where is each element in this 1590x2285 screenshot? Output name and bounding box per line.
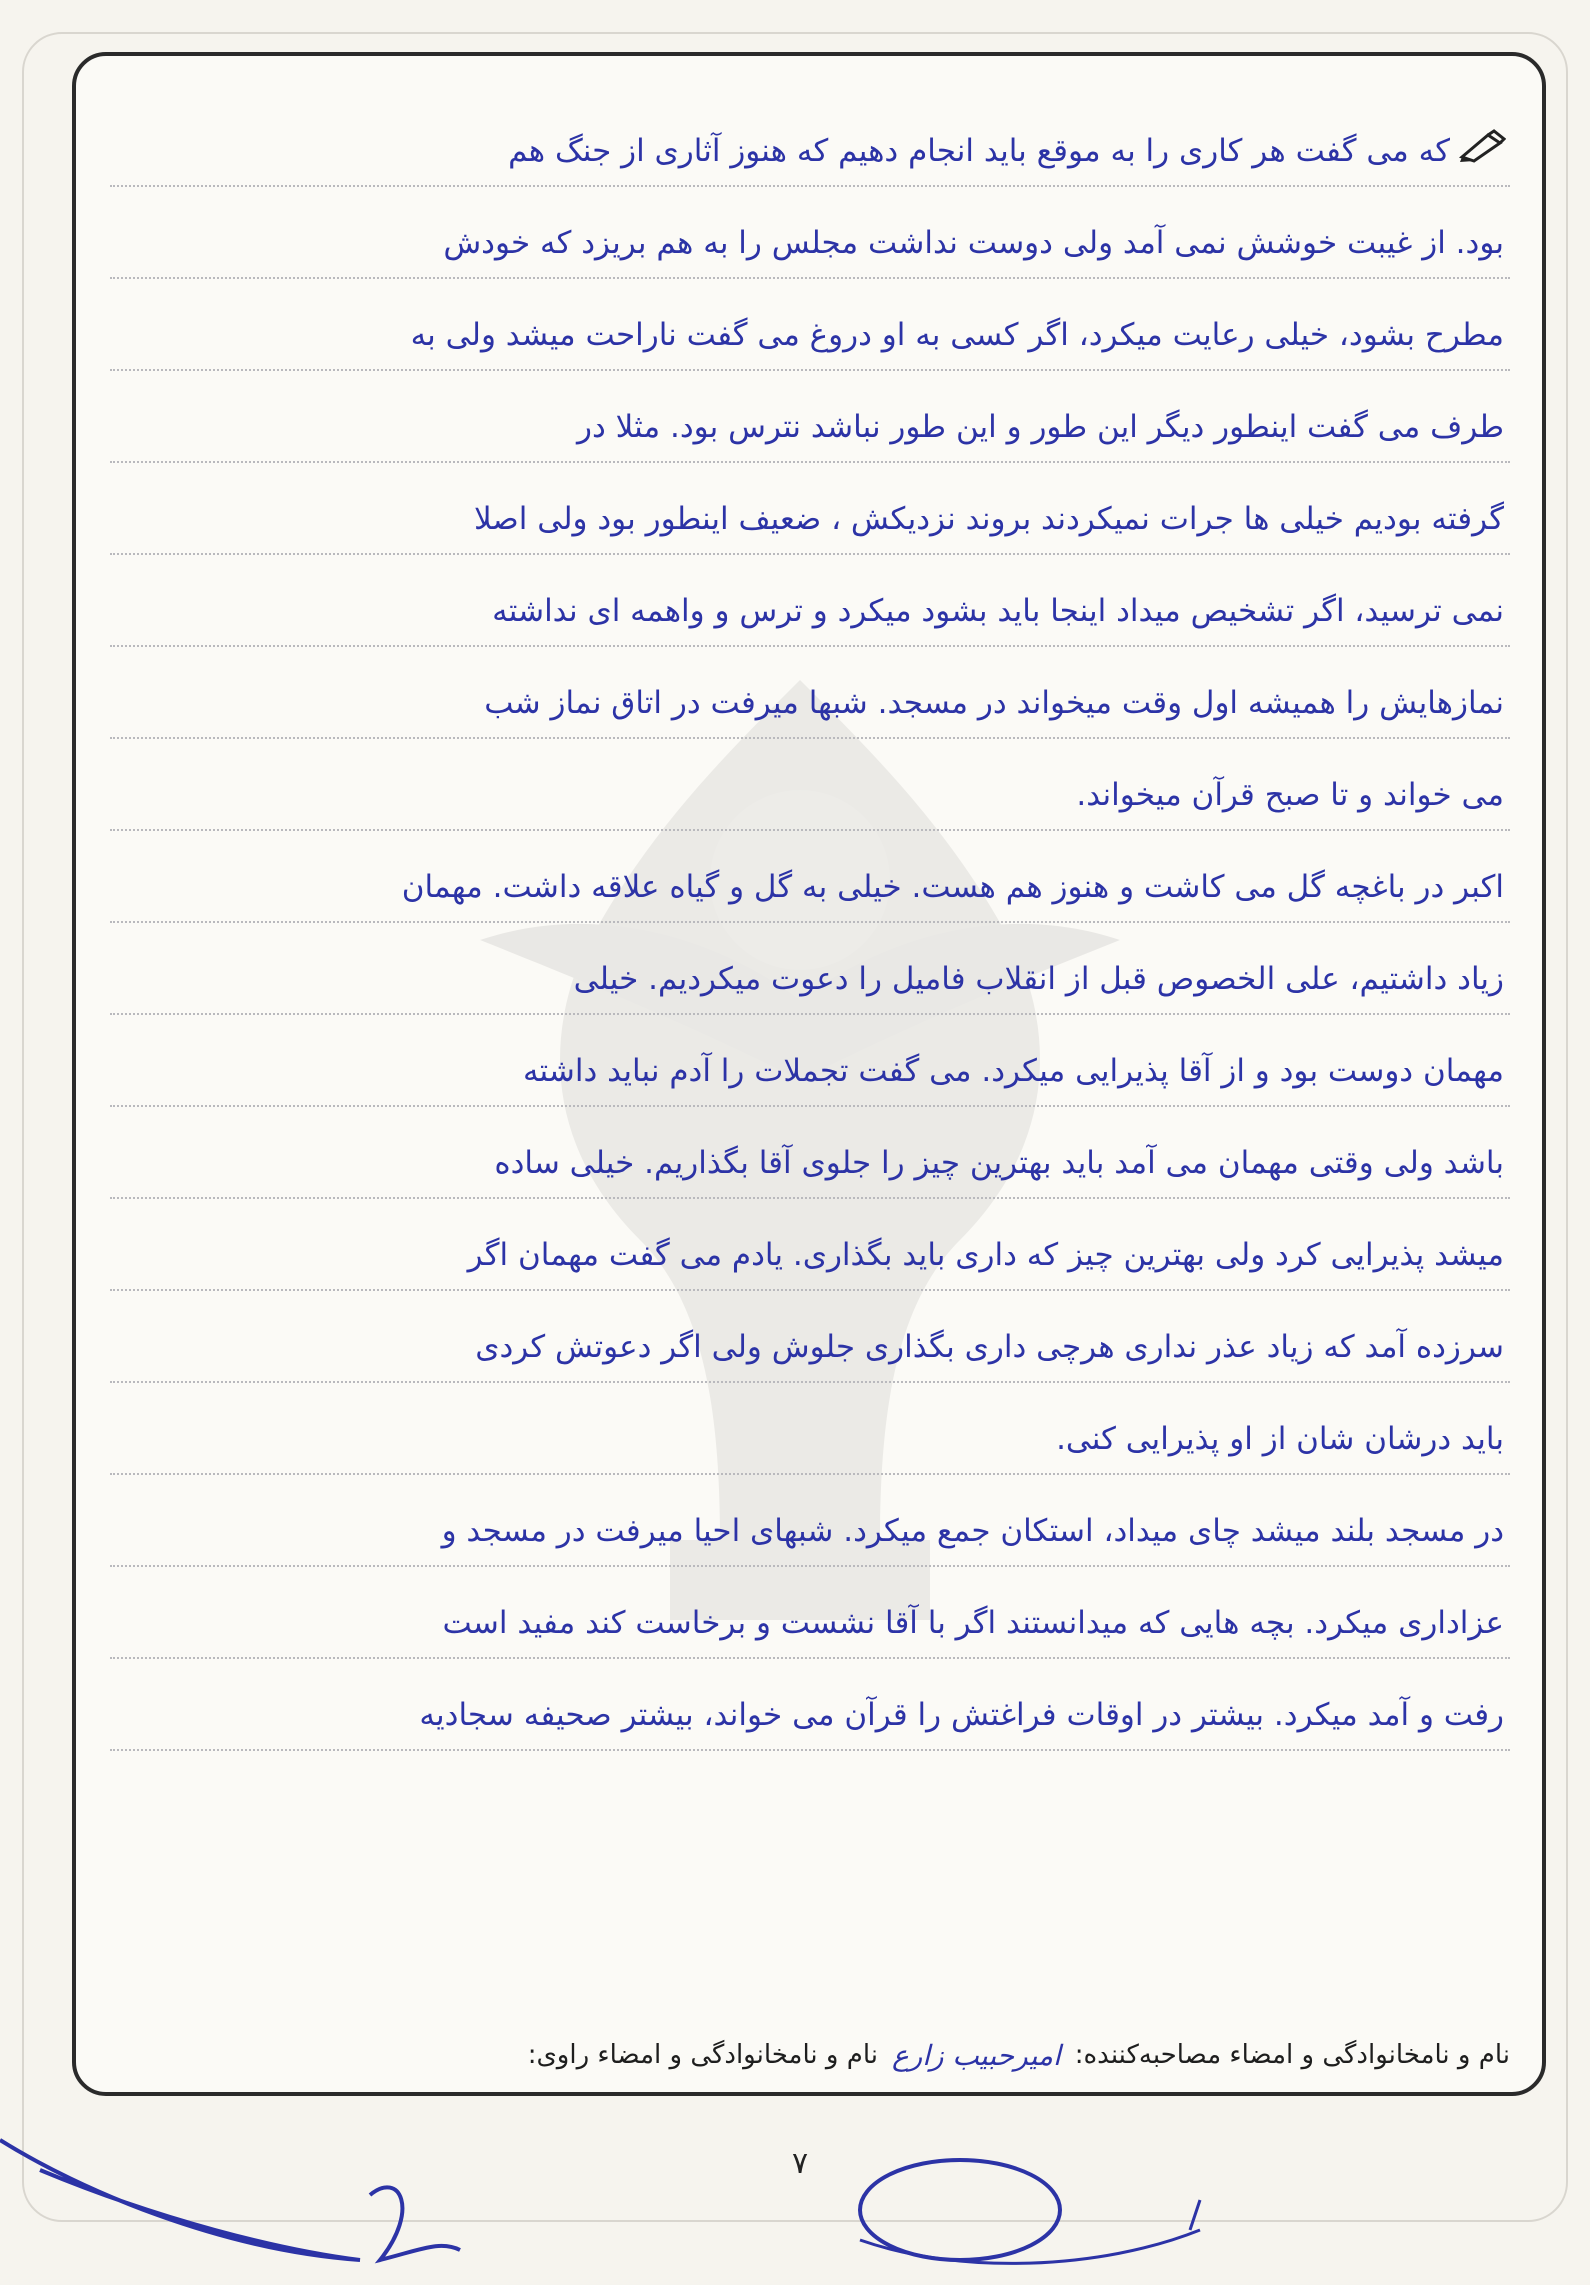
- note-line: [110, 371, 1510, 463]
- note-text: مهمان دوست بود و از آقا پذیرایی میکرد. می گفت تجملات را آدم نباید داشته: [522, 1053, 1504, 1089]
- interviewer-label: نام و نامخانوادگی و امضاء مصاحبه‌کننده:: [1074, 2040, 1510, 2070]
- note-line: [110, 463, 1510, 555]
- note-text: زیاد داشتیم، علی الخصوص قبل از انقلاب فامیل را دعوت میکردیم. خیلی: [573, 961, 1504, 997]
- note-line: [110, 1291, 1510, 1383]
- note-line: [110, 95, 1510, 187]
- note-line: [110, 923, 1510, 1015]
- note-text: بود. از غیبت خوشش نمی آمد ولی دوست نداشت مجلس را به هم بریزد که خودش: [443, 225, 1504, 261]
- note-text: اکبر در باغچه گل می کاشت و هنوز هم هست. خیلی به گل و گیاه علاقه داشت. مهمان: [401, 869, 1504, 905]
- note-line: [110, 1383, 1510, 1475]
- note-text: می خواند و تا صبح قرآن میخواند.: [1076, 777, 1504, 813]
- handwritten-notes: [110, 95, 1510, 1751]
- note-text: میشد پذیرایی کرد ولی بهترین چیز که داری باید بگذاری. یادم می گفت مهمان اگر: [467, 1237, 1504, 1273]
- note-text: در مسجد بلند میشد چای میداد، استکان جمع میکرد. شبهای احیا میرفت در مسجد و: [441, 1513, 1504, 1549]
- pen-icon: [1458, 129, 1506, 163]
- note-line: [110, 647, 1510, 739]
- interviewer-signature: امیرحبیب زارع: [891, 2038, 1061, 2072]
- note-text: سرزده آمد که زیاد عذر نداری هرچی داری بگذاری جلوش ولی اگر دعوتش کردی: [475, 1329, 1504, 1365]
- note-line: [110, 1107, 1510, 1199]
- note-line: [110, 739, 1510, 831]
- note-text: طرف می گفت اینطور دیگر این طور و این طور نباشد نترس بود. مثلا در: [577, 409, 1504, 445]
- signature-row: [110, 2030, 1510, 2080]
- note-line: [110, 1659, 1510, 1751]
- narrator-label: نام و نامخانوادگی و امضاء راوی:: [527, 2040, 878, 2070]
- note-text: رفت و آمد میکرد. بیشتر در اوقات فراغتش را قرآن می خواند، بیشتر صحیفه سجادیه: [419, 1697, 1504, 1733]
- note-line: [110, 187, 1510, 279]
- note-line: [110, 1199, 1510, 1291]
- note-text: نمازهایش را همیشه اول وقت میخواند در مسجد. شبها میرفت در اتاق نماز شب: [484, 685, 1504, 721]
- note-line: [110, 279, 1510, 371]
- note-line: [110, 831, 1510, 923]
- page-number: ۷: [791, 2146, 809, 2181]
- note-text: مطرح بشود، خیلی رعایت میکرد، اگر کسی به او دروغ می گفت ناراحت میشد ولی به: [410, 317, 1504, 353]
- note-text: که می گفت هر کاری را به موقع باید انجام دهیم که هنوز آثاری از جنگ هم: [508, 133, 1450, 169]
- note-text: باید درشان شان از او پذیرایی کنی.: [1056, 1421, 1504, 1457]
- note-line: [110, 1567, 1510, 1659]
- note-text: عزاداری میکرد. بچه هایی که میدانستند اگر با آقا نشست و برخاست کند مفید است: [442, 1605, 1504, 1641]
- note-text: نمی ترسید، اگر تشخیص میداد اینجا باید بشود میکرد و ترس و واهمه ای نداشته: [492, 593, 1504, 629]
- note-line: [110, 555, 1510, 647]
- note-line: [110, 1015, 1510, 1107]
- signature-scribbles-icon: [0, 2100, 1590, 2285]
- note-text: گرفته بودیم خیلی ها جرات نمیکردند بروند نزدیکش ، ضعیف اینطور بود ولی اصلا: [473, 501, 1504, 537]
- note-text: باشد ولی وقتی مهمان می آمد باید بهترین چیز را جلوی آقا بگذاریم. خیلی ساده: [494, 1145, 1504, 1181]
- note-line: [110, 1475, 1510, 1567]
